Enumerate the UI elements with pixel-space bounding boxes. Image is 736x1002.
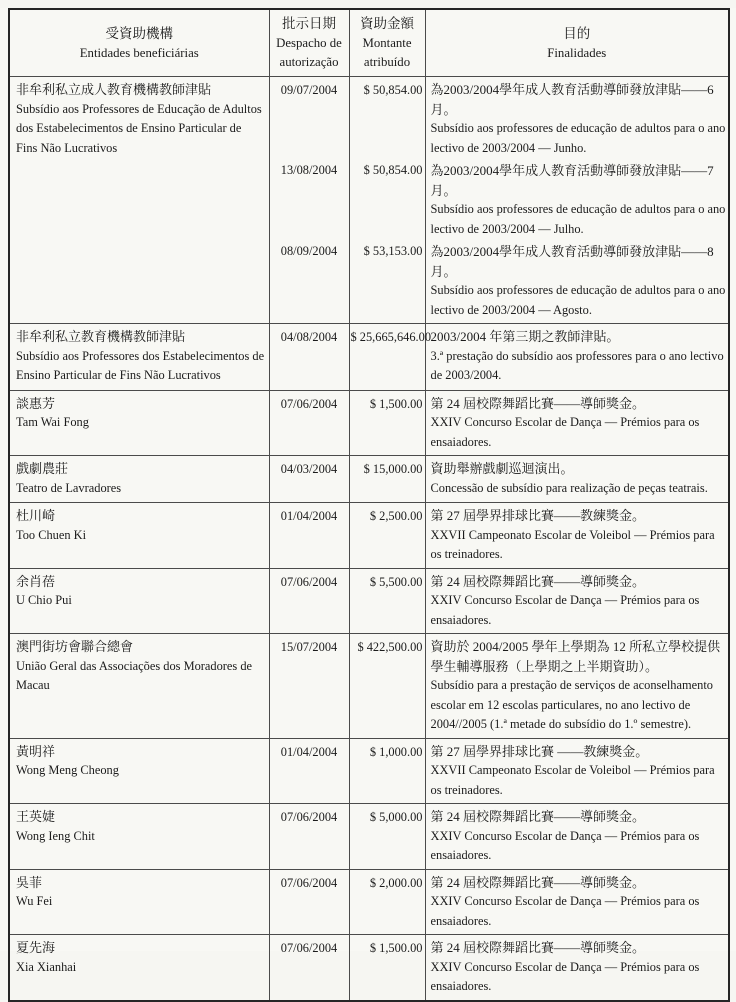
table-row [9,869,729,935]
entity-cell [9,456,269,503]
purpose-cell [425,456,729,503]
purpose-zh: 資助於 2004/2005 學年上學期為 12 所私立學校提供學生輔導服務（上學期之上半期資助）。 [430,639,721,674]
entity-name-zh: 戲劇農莊 [16,461,69,476]
scanned-gazette-page [0,8,736,993]
purpose-zh: 第 24 屆校際舞蹈比賽——導師獎金。 [430,940,646,955]
table-row [9,77,729,162]
entity-name-zh: 談惠芳 [16,395,56,411]
purpose-pt: XXIV Concurso Escolar de Dança — Prémios para os ensaiadores. [430,894,700,928]
purpose-pt: Subsídio aos professores de educação de adultos para o ano lectivo de 2003/2004 — Julho. [430,202,726,236]
header-date-zh: 批示日期 [282,16,336,31]
purpose-zh: 第 24 屆校際舞蹈比賽——導師獎金。 [430,573,646,589]
purpose-pt: Subsídio aos professores de educação de adultos para o ano lectivo de 2003/2004 — Agosto. [430,283,726,317]
header-amount [349,9,425,77]
header-entities-pt: Entidades beneficiárias [79,45,199,60]
header-entities-zh: 受資助機構 [105,25,173,41]
amount-cell: $ 5,000.00 [349,804,425,870]
header-row [9,9,729,77]
header-date [269,9,349,77]
purpose-cell [425,503,729,569]
date-cell: 01/04/2004 [269,503,349,569]
table-row [9,634,729,739]
table-row [9,503,729,569]
entity-name-zh: 吳菲 [16,874,43,890]
purpose-pt: XXVII Campeonato Escolar de Voleibol — Prémios para os treinadores. [430,763,715,797]
header-purpose-pt: Finalidades [547,45,607,60]
entity-name-pt: Wong Meng Cheong [16,763,119,777]
purpose-cell [425,634,729,739]
purpose-cell [425,324,729,391]
entity-cell [9,738,269,804]
table-row [9,738,729,804]
purpose-pt: Concessão de subsídio para realização de peças teatrais. [430,480,708,495]
entity-cell [9,390,269,456]
purpose-cell [425,935,729,1001]
purpose-pt: XXIV Concurso Escolar de Dança — Prémios para os ensaiadores. [430,593,700,627]
date-cell: 08/09/2004 [269,242,349,324]
purpose-cell [425,804,729,870]
date-cell: 04/03/2004 [269,456,349,503]
date-cell: 07/06/2004 [269,568,349,634]
purpose-cell [425,161,729,242]
entity-name-zh: 非牟利私立教育機構教師津貼 [16,329,186,344]
header-purpose-zh: 目的 [563,25,591,41]
entity-name-pt: Teatro de Lavradores [16,480,122,495]
date-cell: 01/04/2004 [269,738,349,804]
amount-cell: $ 422,500.00 [349,634,425,739]
entity-cell [9,935,269,1001]
table-row [9,935,729,1001]
amount-cell: $ 50,854.00 [349,77,425,162]
entity-name-zh: 澳門街坊會聯合總會 [16,639,134,654]
entity-name-zh: 余肖蓓 [16,573,56,589]
purpose-zh: 第 24 屆校際舞蹈比賽——導師獎金。 [430,874,646,890]
header-entities [9,9,269,77]
amount-cell: $ 1,000.00 [349,738,425,804]
entity-cell [9,77,269,324]
entity-name-pt: Too Chuen Ki [16,527,87,542]
entity-name-zh: 非牟利私立成人教育機構教師津貼 [16,82,212,97]
amount-cell: $ 50,854.00 [349,161,425,242]
header-amount-zh: 資助金額 [360,16,414,31]
amount-cell: $ 5,500.00 [349,568,425,634]
entity-name-pt: União Geral das Associações dos Moradores de Macau [16,658,253,692]
purpose-cell [425,242,729,324]
table-row [9,456,729,503]
entity-cell [9,634,269,739]
entity-cell [9,804,269,870]
date-cell: 09/07/2004 [269,77,349,162]
table-row [9,324,729,391]
purpose-zh: 為2003/2004學年成人教育活動導師發放津貼——8月。 [430,244,714,279]
purpose-cell [425,390,729,456]
table-body [9,77,729,1001]
purpose-cell [425,568,729,634]
date-cell: 07/06/2004 [269,935,349,1001]
purpose-cell [425,77,729,162]
amount-cell: $ 53,153.00 [349,242,425,324]
purpose-pt: XXIV Concurso Escolar de Dança — Prémios para os ensaiadores. [430,828,700,862]
purpose-pt: XXIV Concurso Escolar de Dança — Prémios para os ensaiadores. [430,959,700,993]
purpose-zh: 第 27 屆學界排球比賽 ——教練獎金。 [430,743,649,759]
entity-cell [9,324,269,391]
purpose-zh: 2003/2004 年第三期之教師津貼。 [430,329,620,344]
purpose-zh: 第 24 屆校際舞蹈比賽——導師獎金。 [430,809,646,824]
header-purpose [425,9,729,77]
entity-name-pt: Wong Ieng Chit [16,828,95,843]
entity-cell [9,869,269,935]
purpose-pt: XXVII Campeonato Escolar de Voleibol — Prémios para os treinadores. [430,527,715,561]
entity-cell [9,568,269,634]
purpose-zh: 為2003/2004學年成人教育活動導師發放津貼——6月。 [430,82,714,117]
date-cell: 15/07/2004 [269,634,349,739]
purpose-zh: 資助舉辦戲劇巡迴演出。 [430,461,574,476]
date-cell: 13/08/2004 [269,161,349,242]
entity-name-zh: 王英婕 [16,809,56,824]
amount-cell: $ 1,500.00 [349,935,425,1001]
date-cell: 07/06/2004 [269,390,349,456]
date-cell: 04/08/2004 [269,324,349,391]
entity-name-zh: 黃明祥 [16,743,56,759]
purpose-pt: Subsídio para a prestação de serviços de aconselhamento escolar em 12 escolas particulares, no ano lectivo de 2004//2005 (1.ª metade do subsídio do 1.º semestre). [430,678,713,731]
entity-name-zh: 夏先海 [16,940,56,955]
entity-name-pt: Subsídio aos Professores de Educação de Adultos dos Estabelecimentos de Ensino Particular de Fins Não Lucrativos [16,101,262,155]
amount-cell: $ 25,665,646.00 [349,324,425,391]
entity-name-pt: U Chio Pui [16,593,72,607]
table-row [9,804,729,870]
purpose-pt: Subsídio aos professores de educação de adultos para o ano lectivo de 2003/2004 — Junho. [430,121,726,155]
purpose-zh: 第 24 屆校際舞蹈比賽——導師獎金。 [430,395,646,411]
header-date-pt: Despacho de autorização [276,36,342,69]
entity-name-pt: Subsídio aos Professores dos Estabelecimentos de Ensino Particular de Fins Não Lucrativos [16,348,265,382]
purpose-pt: XXIV Concurso Escolar de Dança — Prémios para os ensaiadores. [430,415,700,449]
purpose-cell [425,738,729,804]
purpose-zh: 為2003/2004學年成人教育活動導師發放津貼——7月。 [430,163,714,198]
purpose-cell [425,869,729,935]
header-amount-pt: Montante atribuído [362,36,412,69]
date-cell: 07/06/2004 [269,804,349,870]
amount-cell: $ 15,000.00 [349,456,425,503]
entity-name-zh: 杜川崎 [16,508,56,523]
table-row [9,568,729,634]
entity-name-pt: Tam Wai Fong [16,415,89,429]
purpose-pt: 3.ª prestação do subsídio aos professores para o ano lectivo de 2003/2004. [430,348,724,382]
purpose-zh: 第 27 屆學界排球比賽——教練獎金。 [430,508,646,523]
entity-name-pt: Wu Fei [16,894,53,908]
date-cell: 07/06/2004 [269,869,349,935]
entity-name-pt: Xia Xianhai [16,959,77,974]
amount-cell: $ 1,500.00 [349,390,425,456]
subsidy-table [8,8,730,1002]
amount-cell: $ 2,000.00 [349,869,425,935]
table-row [9,390,729,456]
entity-cell [9,503,269,569]
table-header [9,9,729,77]
amount-cell: $ 2,500.00 [349,503,425,569]
